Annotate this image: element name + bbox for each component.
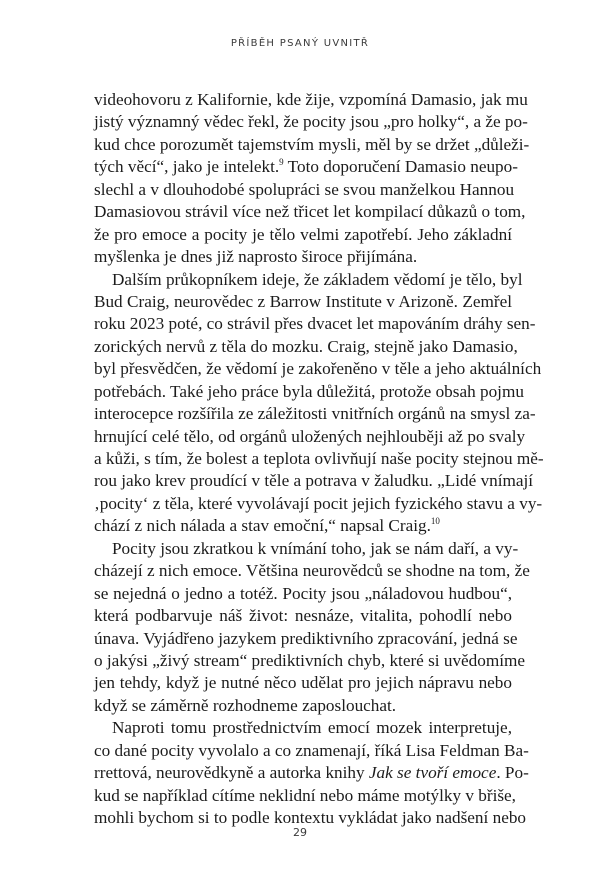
text-fragment: rrettová, neurovědkyně a autorka knihy — [94, 763, 369, 783]
text-line: únava. Vyjádřeno jazykem prediktivního zpracování, jedná se — [94, 628, 518, 648]
footnote-marker[interactable]: 10 — [430, 516, 440, 527]
text-line — [94, 762, 529, 784]
text-line: cházejí z nich emoce. Většina neurovědců se shodne na tom, že — [94, 561, 530, 581]
text-line: o jakýsi „živý stream“ prediktivních chyb, které si uvědomíme — [94, 650, 525, 670]
body-text — [94, 89, 544, 829]
text-line: slechl a v dlouhodobé spolupráci se svou manželkou Hannou — [94, 179, 515, 199]
text-line: když se záměrně rozhodneme zaposlouchat. — [94, 695, 397, 715]
text-line: co dané pocity vyvolalo a co znamenají, říká Lisa Feldman Ba- — [94, 740, 529, 760]
text-line: ‚pocity‘ z těla, které vyvolávají pocit jejich fyzického stavu a vy- — [94, 493, 543, 513]
text-line: mohli bychom si to podle kontextu vykládat jako nadšení nebo — [94, 808, 527, 827]
footnote-marker[interactable]: 9 — [279, 157, 284, 168]
text-line: se nejedná o jedno a totéž. Pocity jsou „náladovou hudbou“, — [94, 583, 512, 603]
text-line: roku 2023 poté, co strávil přes dvacet let mapováním dráhy sen- — [94, 314, 536, 334]
text-line: Dalším průkopníkem ideje, že základem vědomí je tělo, byl — [112, 269, 523, 289]
page-number: 29 — [293, 826, 307, 839]
running-head: PŘÍBĚH PSANÝ UVNITŘ — [230, 38, 370, 49]
text-line: Naproti tomu prostřednictvím emocí mozek interpretuje, — [112, 718, 512, 738]
text-line: kud chce porozumět tajemstvím mysli, měl by se držet „důleži- — [94, 134, 530, 154]
text-line: Pocity jsou zkratkou k vnímání toho, jak se nám daří, a vy- — [112, 538, 519, 558]
paragraph — [94, 269, 544, 538]
text-line: jistý významný vědec řekl, že pocity jsou „pro holky“, a že po- — [94, 112, 528, 132]
paragraph — [94, 538, 530, 718]
text-line: a kůži, s tím, že bolest a teplota ovlivňují naše pocity stejnou mě- — [94, 449, 544, 468]
paragraph — [94, 89, 530, 269]
text-line: Damasiovou strávil více než třicet let kompilací důkazů o tom, — [94, 202, 526, 222]
paragraph — [94, 717, 529, 829]
text-line: byl přesvědčen, že vědomí je zakořeněno v těle a jeho aktuálních — [94, 359, 542, 379]
text-line — [94, 515, 512, 537]
text-line: interocepce rozšířila ze záležitosti vnitřních orgánů na smysl za- — [94, 404, 536, 424]
text-line: videohovoru z Kalifornie, kde žije, vzpomíná Damasio, jak mu — [94, 90, 528, 109]
text-line: hrnující celé tělo, od orgánů uložených nejhlouběji až po svaly — [94, 426, 526, 446]
text-fragment: . Po- — [496, 763, 529, 783]
text-line: že pro emoce a pocity je tělo velmi zapotřebí. Jeho základní — [94, 224, 512, 244]
text-line: myšlenka je dnes již naprosto široce přijímána. — [94, 247, 418, 267]
text-line — [94, 156, 518, 178]
text-line: rou jako krev proudící v těle a potrava v žaludku. „Lidé vnímají — [94, 471, 534, 491]
text-fragment: Toto doporučení Damasio neupo- — [287, 157, 518, 177]
text-line: kud se například cítíme neklidní nebo máme motýlky v břiše, — [94, 785, 516, 805]
text-line: jen tehdy, když je nutné něco udělat pro jejich nápravu nebo — [94, 673, 512, 693]
text-line: potřebách. Také jeho práce byla důležitá, protože obsah pojmu — [94, 381, 524, 401]
text-line: Bud Craig, neurovědec z Barrow Institute v Arizoně. Zemřel — [94, 291, 512, 311]
text-fragment: tých věcí“, jako je intelekt. — [94, 157, 280, 177]
book-title: Jak se tvoří emoce — [368, 763, 497, 783]
text-line: zorických nervů z těla do mozku. Craig, stejně jako Damasio, — [94, 336, 518, 356]
text-fragment: chází z nich nálada a stav emoční,“ napsal Craig. — [94, 516, 431, 536]
text-line: která podbarvuje náš život: nesnáze, vitalita, pohodlí nebo — [94, 606, 512, 626]
